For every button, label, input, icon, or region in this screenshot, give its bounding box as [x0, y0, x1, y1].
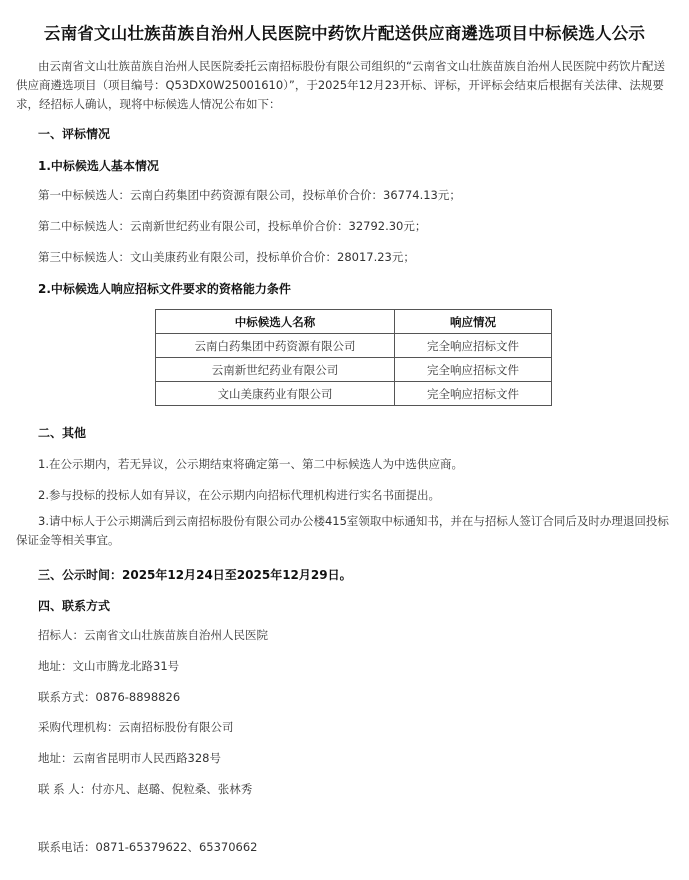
cell-response: 完全响应招标文件 — [395, 358, 552, 382]
section-heading-contact: 四、联系方式 — [38, 599, 111, 613]
intro-paragraph: 由云南省文山壮族苗族自治州人民医院委托云南招标股份有限公司组织的“云南省文山壮族苗族自治州人民医院中药饮片配送供应商遴选项目（项目编号：Q53DX0W25001610）”，于2025年12月23开标、评标，开评标会结束后根据有关法律、法规要求，经招标人确认，现将中标候选人情况公布如下： — [16, 59, 665, 111]
subheading-candidates: 1.中标候选人基本情况 — [38, 159, 159, 173]
column-header-name: 中标候选人名称 — [156, 310, 395, 334]
table-row — [156, 358, 552, 382]
contact-agency: 采购代理机构：云南招标股份有限公司 — [38, 720, 234, 734]
contact-tenderer: 招标人：云南省文山壮族苗族自治州人民医院 — [38, 628, 268, 642]
section-heading-publicity-period: 三、公示时间：2025年12月24日至2025年12月29日。 — [38, 568, 352, 582]
cell-candidate-name: 云南白药集团中药资源有限公司 — [156, 334, 395, 358]
cell-response: 完全响应招标文件 — [395, 382, 552, 406]
contact-tenderer-address: 地址：文山市腾龙北路31号 — [38, 659, 180, 673]
column-header-response: 响应情况 — [395, 310, 552, 334]
section-heading-evaluation: 一、评标情况 — [38, 127, 111, 141]
qualification-table — [155, 309, 552, 406]
contact-phone: 联系电话：0871-65379622、65370662 — [38, 840, 258, 854]
contact-tenderer-phone: 联系方式：0876-8898826 — [38, 690, 181, 704]
candidate-line-2: 第二中标候选人：云南新世纪药业有限公司，投标单价合价：32792.30元； — [38, 219, 427, 233]
page-title: 云南省文山壮族苗族自治州人民医院中药饮片配送供应商遴选项目中标候选人公示 — [43, 24, 646, 43]
candidate-line-1: 第一中标候选人：云南白药集团中药资源有限公司，投标单价合价：36774.13元； — [38, 188, 461, 202]
other-item-2: 2.参与投标的投标人如有异议，在公示期内向招标代理机构进行实名书面提出。 — [38, 488, 440, 502]
other-item-3: 3.请中标人于公示期满后到云南招标股份有限公司办公楼415室领取中标通知书，并在与招标人签订合同后及时办理退回投标保证金等相关事宜。 — [16, 514, 669, 547]
candidate-line-3: 第三中标候选人：文山美康药业有限公司，投标单价合价：28017.23元； — [38, 250, 415, 264]
contact-agency-address: 地址：云南省昆明市人民西路328号 — [38, 751, 221, 765]
table-header-row — [156, 310, 552, 334]
subheading-qualification: 2.中标候选人响应招标文件要求的资格能力条件 — [38, 282, 291, 296]
contact-persons: 联 系 人：付亦凡、赵璐、倪粒桑、张林秀 — [38, 782, 253, 796]
cell-response: 完全响应招标文件 — [395, 334, 552, 358]
section-heading-other: 二、其他 — [38, 426, 87, 440]
other-item-1: 1.在公示期内，若无异议，公示期结束将确定第一、第二中标候选人为中选供应商。 — [38, 457, 463, 471]
cell-candidate-name: 文山美康药业有限公司 — [156, 382, 395, 406]
table-row — [156, 382, 552, 406]
cell-candidate-name: 云南新世纪药业有限公司 — [156, 358, 395, 382]
table-row — [156, 334, 552, 358]
